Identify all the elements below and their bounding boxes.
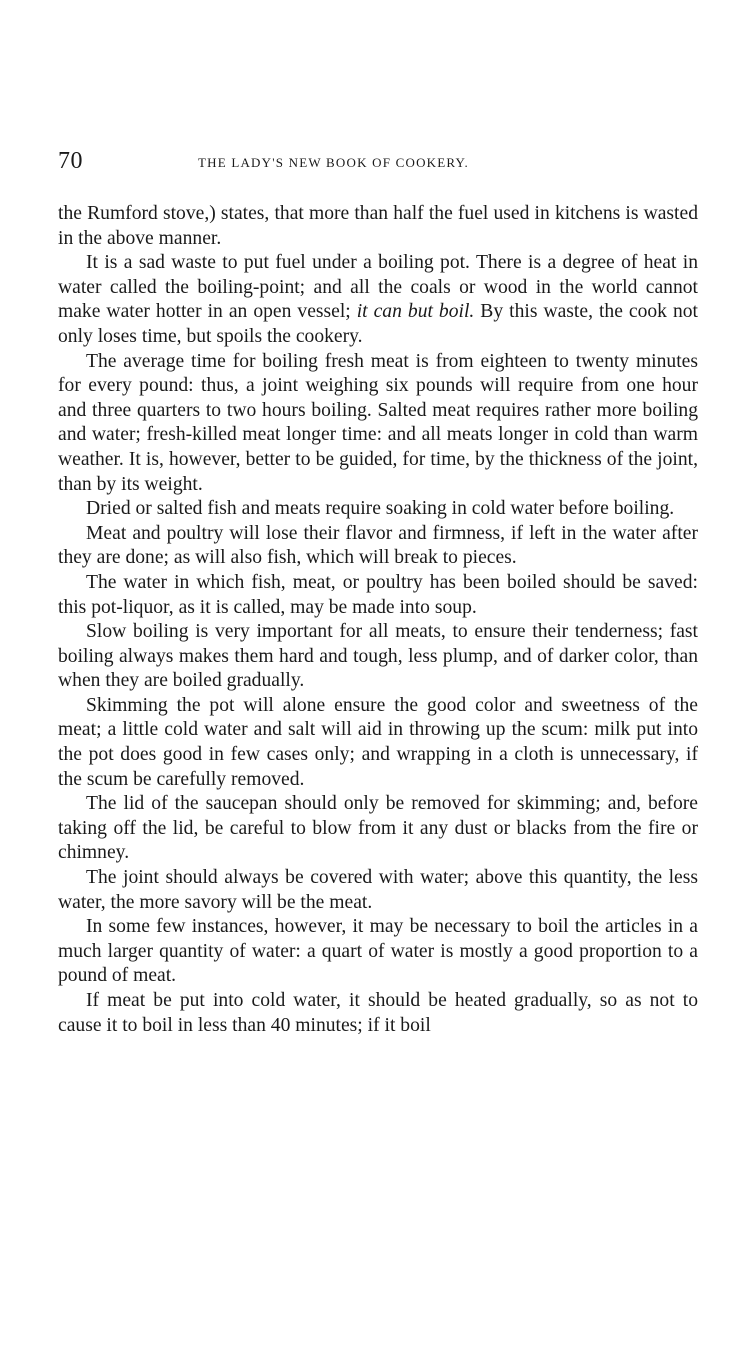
running-header (58, 148, 698, 182)
italic-phrase: it can but boil. (356, 301, 475, 323)
paragraph-pot-liquor: The water in which fish, meat, or poultry has been boiled should be saved: this pot-liquor, as it is called, may be made into soup. (58, 571, 698, 618)
book-page (58, 148, 698, 1038)
paragraph-skimming: Skimming the pot will alone ensure the good color and sweetness of the meat; a little cold water and salt will aid in throwing up the scum: milk put into the pot does good in few cases only; and wrapping in a cloth is unnecessary, if the scum be carefully removed. (58, 694, 698, 790)
paragraph-fuel-waste-text: It is a sad waste to put fuel under a boiling pot. There is a degree of heat in water called the boiling-point; and all the coals or wood in the world cannot make water hotter in an open vessel; (58, 252, 698, 323)
running-title: THE LADY'S NEW BOOK OF COOKERY. (198, 155, 469, 170)
body-text (58, 202, 698, 1038)
paragraph-fuel-waste (58, 251, 698, 349)
paragraph-soaking: Dried or salted fish and meats require soaking in cold water before boiling. (86, 498, 675, 520)
paragraph-lid: The lid of the saucepan should only be removed for skimming; and, before taking off the lid, be careful to blow from it any dust or blacks from the fire or chimney. (58, 793, 698, 864)
paragraph-cold-water: If meat be put into cold water, it should be heated gradually, so as not to cause it to boil in less than 40 minutes; if it boil (58, 990, 698, 1036)
paragraph-fuel-waste-text-end: By this waste, the cook not only loses time, but spoils the cookery. (58, 301, 699, 347)
paragraph-flavor: Meat and poultry will lose their flavor and firmness, if left in the water after they are done; as will also fish, which will break to pieces. (58, 522, 698, 569)
paragraph-continuation: the Rumford stove,) states, that more than half the fuel used in kitchens is wasted in the above manner. (58, 203, 698, 249)
paragraph-slow-boiling: Slow boiling is very important for all meats, to ensure their tenderness; fast boiling always makes them hard and tough, less plump, and of darker color, than when they are boiled gradually. (58, 621, 698, 692)
page-number: 70 (58, 148, 83, 174)
paragraph-quantity: In some few instances, however, it may be necessary to boil the articles in a much larger quantity of water: a quart of water is mostly a good proportion to a pound of meat. (58, 916, 698, 987)
paragraph-covered: The joint should always be covered with water; above this quantity, the less water, the more savory will be the meat. (58, 867, 698, 913)
paragraph-boiling-time: The average time for boiling fresh meat is from eighteen to twenty minutes for every pound: thus, a joint weighing six pounds will require from one hour and three quarters to two hours boiling. Salted meat requires rather more boiling and water; fresh-killed meat longer time: and all meats longer in cold than warm weather. It is, however, better to be guided, for time, by the thickness of the joint, than by its weight. (58, 350, 698, 495)
